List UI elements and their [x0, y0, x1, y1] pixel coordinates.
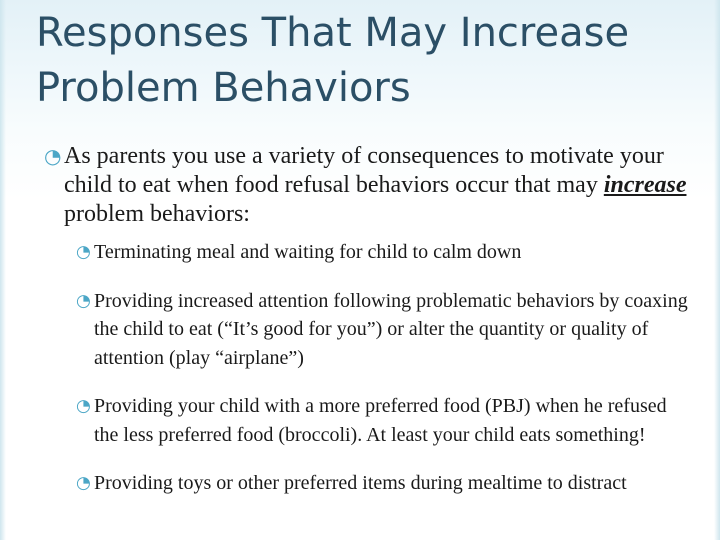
list-item-text: Terminating meal and waiting for child to calm down: [94, 241, 522, 263]
list-item: [76, 469, 694, 498]
list-item: [76, 287, 694, 373]
intro-text-after: problem behaviors:: [64, 201, 250, 227]
list-item: [76, 392, 694, 449]
slide-border-left: [0, 0, 6, 540]
list-item-text: Providing your child with a more preferred food (PBJ) when he refused the less preferred food (broccoli). At least your child eats something!: [94, 395, 667, 446]
intro-bullet: [44, 142, 694, 229]
wave-bullet-icon: ◔: [76, 396, 91, 416]
slide-title-line-2: Problem Behaviors: [36, 65, 411, 111]
wave-bullet-icon: ◔: [76, 290, 91, 311]
slide-title: [36, 6, 696, 116]
intro-emphasis: increase: [603, 172, 687, 198]
slide-body: [44, 142, 694, 518]
slide-border-right: [714, 0, 720, 540]
wave-bullet-icon: ◔: [76, 473, 91, 493]
wave-bullet-icon: ◔: [76, 242, 91, 262]
intro-text-before: As parents you use a variety of consequences to motivate your child to eat when food refusal behaviors occur that may: [64, 143, 664, 198]
list-item-text: Providing toys or other preferred items during mealtime to distract: [94, 472, 627, 494]
list-item: [76, 238, 694, 267]
list-item-text: Providing increased attention following problematic behaviors by coaxing the child to eat (“It’s good for you”) or alter the quantity or quality of attention (play “airplane”): [94, 289, 688, 369]
wave-bullet-icon: ◔: [44, 144, 62, 168]
slide-title-line-1: Responses That May Increase: [36, 10, 630, 56]
